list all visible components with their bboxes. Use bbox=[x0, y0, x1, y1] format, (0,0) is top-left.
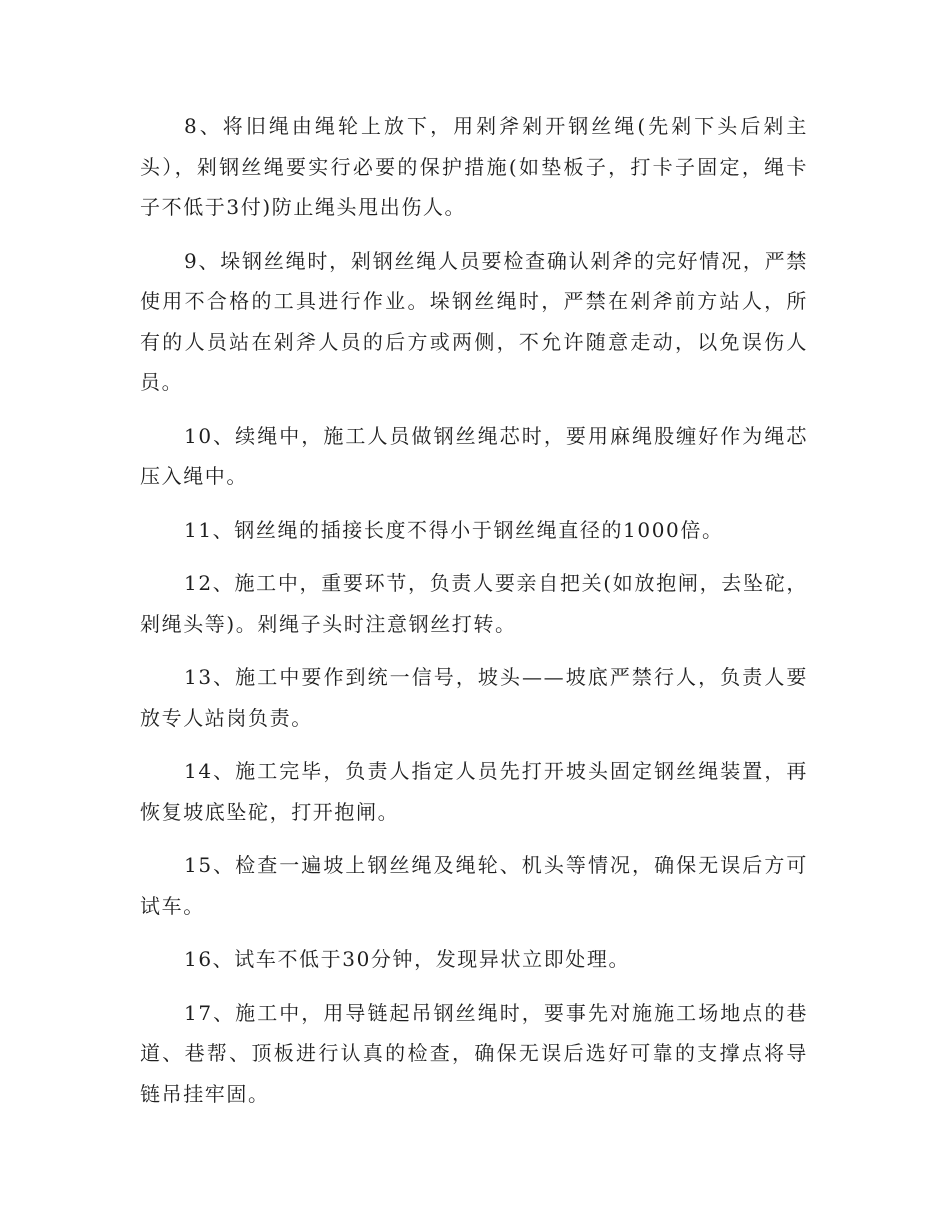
paragraph-item-10: 10、续绳中，施工人员做钢丝绳芯时，要用麻绳股缠好作为绳芯压入绳中。 bbox=[140, 423, 808, 488]
paragraph-item-17: 17、施工中，用导链起吊钢丝绳时，要事先对施施工场地点的巷道、巷帮、顶板进行认真的检查，确保无误后选好可靠的支撑点将导链吊挂牢固。 bbox=[140, 1000, 808, 1106]
document-body bbox=[140, 106, 808, 1127]
paragraph-item-9: 9、垛钢丝绳时，剁钢丝绳人员要检查确认剁斧的完好情况，严禁使用不合格的工具进行作业。垛钢丝绳时，严禁在剁斧前方站人，所有的人员站在剁斧人员的后方或两侧，不允许随意走动，以免误伤人员。 bbox=[140, 248, 808, 394]
paragraph-item-14: 14、施工完毕，负责人指定人员先打开坡头固定钢丝绳装置，再恢复坡底坠砣，打开抱闸。 bbox=[140, 759, 808, 824]
paragraph-item-15: 15、检查一遍坡上钢丝绳及绳轮、机头等情况，确保无误后方可试车。 bbox=[140, 853, 808, 918]
paragraph-item-8: 8、将旧绳由绳轮上放下，用剁斧剁开钢丝绳(先剁下头后剁主头），剁钢丝绳要实行必要的保护措施(如垫板子，打卡子固定，绳卡子不低于3付)防止绳头甩出伤人。 bbox=[140, 114, 808, 219]
paragraph-item-13: 13、施工中要作到统一信号，坡头——坡底严禁行人，负责人要放专人站岗负责。 bbox=[140, 665, 808, 730]
paragraph-item-12: 12、施工中，重要环节，负责人要亲自把关(如放抱闸，去坠砣，剁绳头等)。剁绳子头时注意钢丝打转。 bbox=[140, 571, 808, 636]
paragraph-item-11: 11、钢丝绳的插接长度不得小于钢丝绳直径的1000倍。 bbox=[184, 517, 724, 542]
paragraph-item-16: 16、试车不低于30分钟，发现异状立即处理。 bbox=[184, 947, 631, 971]
